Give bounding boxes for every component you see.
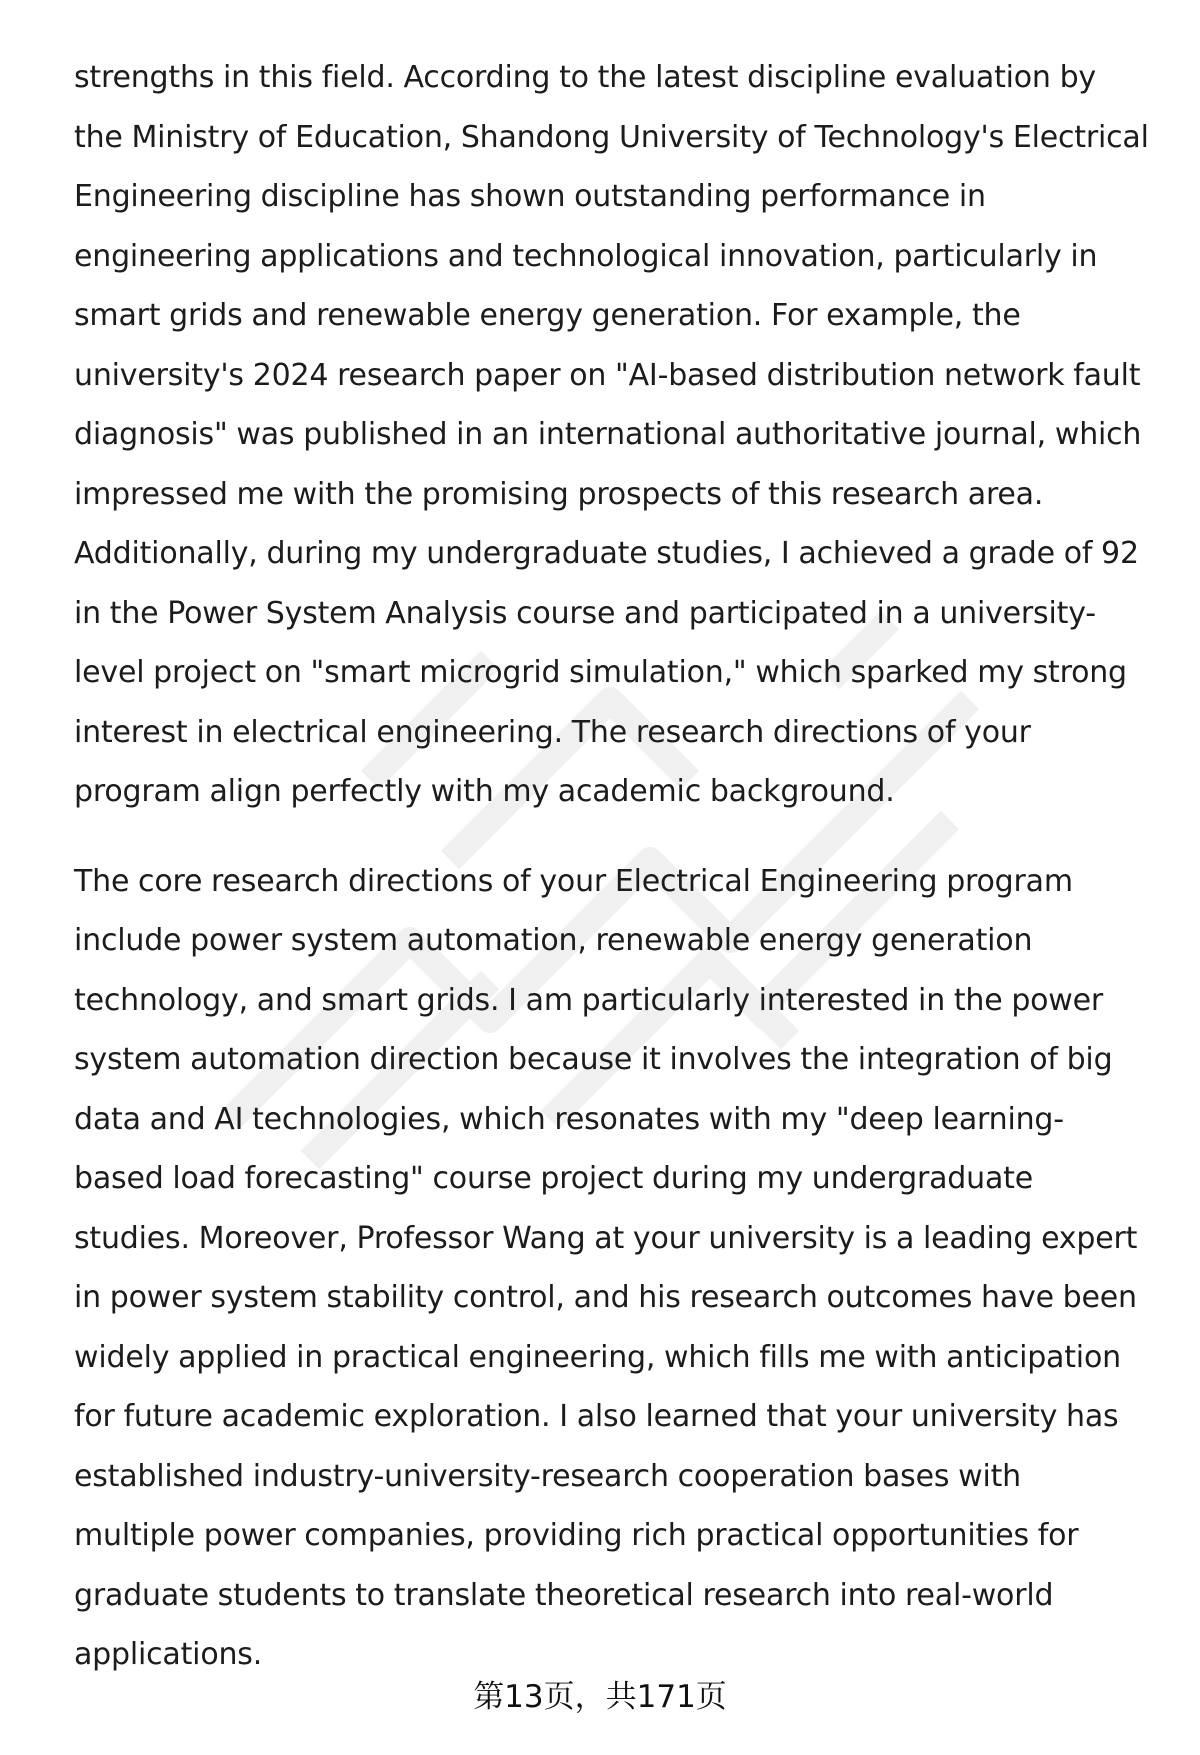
paragraph-2: The core research directions of your Electrical Engineering program include power system automation, renewable energy generation technology, and smart grids. I am particularly interested in the power system automation direction because it involves the integration of big data and AI technologies, which resonates with my "deep learning-based load forecasting" course project during my undergraduate studies. Moreover, Professor Wang at your university is a leading expert in power system stability control, and his research outcomes have been widely applied in practical engineering, which fills me with anticipation for future academic exploration. I also learned that your university has established industry-university-research cooperation bases with multiple power companies, providing rich practical opportunities for graduate students to translate theoretical research into real-world applications.: [74, 863, 1138, 1672]
paragraph-1: strengths in this field. According to the latest discipline evaluation by the Ministry of Education, Shandong University of Technology's Electrical Engineering discipline has shown outstanding performance in engineering applications and technological innovation, particularly in smart grids and renewable energy generation. For example, the university's 2024 research paper on "AI-based distribution network fault diagnosis" was published in an international authoritative journal, which impressed me with the promising prospects of this research area. Additionally, during my undergraduate studies, I achieved a grade of 92 in the Power System Analysis course and participated in a university-level project on "smart microgrid simulation," which sparked my strong interest in electrical engineering. The research directions of your program align perfectly with my academic background.: [74, 60, 1149, 809]
body-text: [74, 48, 1150, 1685]
page-number-footer: 第13页，共171页: [473, 1679, 727, 1715]
